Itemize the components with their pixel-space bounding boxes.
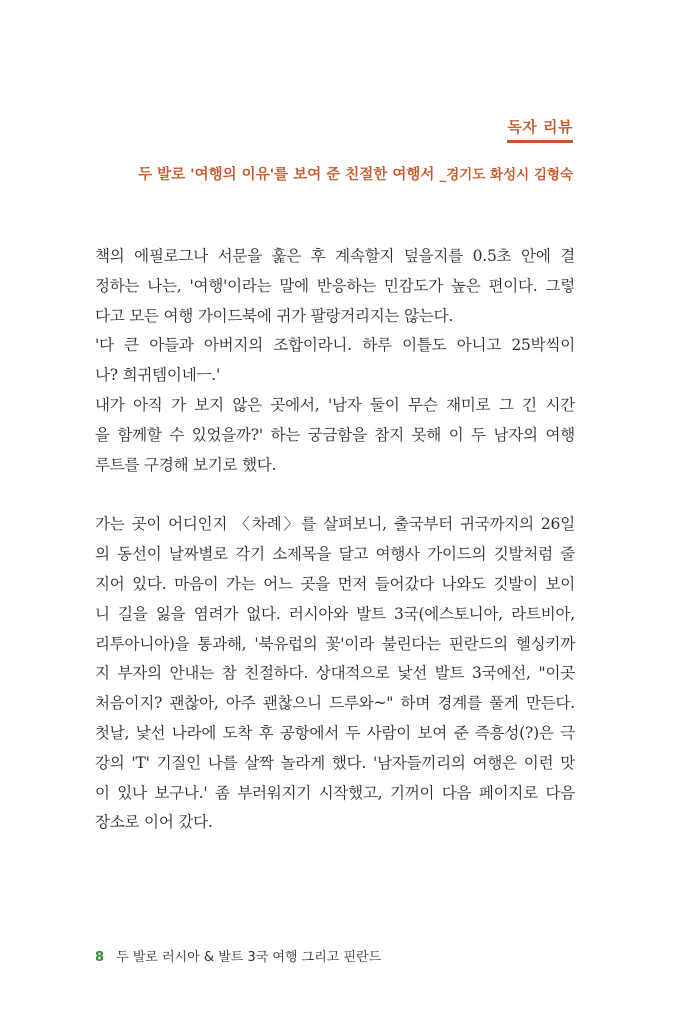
text-line: '다 큰 아들과 아버지의 조합이라니. 하루 이틀도 아니고 25박씩이 bbox=[95, 336, 575, 355]
text-line: 책의 에필로그나 서문을 훑은 후 계속할지 덮을지를 0.5초 안에 결 bbox=[95, 247, 575, 265]
review-subtitle bbox=[138, 163, 573, 184]
text-line: 다고 모든 여행 가이드북에 귀가 팔랑거리지는 않는다. bbox=[95, 306, 454, 325]
text-line: 을 함께할 수 있었을까?' 하는 궁금함을 참지 못해 이 두 남자의 여행 bbox=[95, 425, 575, 444]
text-line: 의 동선이 날짜별로 각기 소제목을 달고 여행사 가이드의 깃발처럼 줄 bbox=[95, 545, 575, 564]
review-body bbox=[95, 242, 575, 838]
review-label: 독자 리뷰 bbox=[507, 116, 573, 143]
text-line: 강의 'T' 기질인 나를 살짝 놀라게 했다. '남자들끼리의 여행은 이런 맛 bbox=[95, 753, 575, 772]
review-byline: _경기도 화성시 김형숙 bbox=[439, 167, 573, 183]
section-header bbox=[507, 116, 573, 143]
paragraph bbox=[95, 510, 575, 838]
paragraph bbox=[95, 391, 575, 480]
text-line: 지어 있다. 마음이 가는 어느 곳을 먼저 들어갔다 나와도 깃발이 보이 bbox=[95, 574, 575, 593]
page-footer bbox=[95, 946, 381, 965]
text-line: 내가 아직 가 보지 않은 곳에서, '남자 둘이 무슨 재미로 그 긴 시간 bbox=[95, 395, 575, 414]
text-line: 이 있나 보구나.' 좀 부러워지기 시작했고, 기꺼이 다음 페이지로 다음 bbox=[95, 783, 575, 802]
text-line: 리투아니아)을 통과해, '북유럽의 꽃'이라 불린다는 핀란드의 헬싱키까 bbox=[95, 634, 575, 653]
text-line: 가는 곳이 어디인지 〈차례〉를 살펴보니, 출국부터 귀국까지의 26일 bbox=[95, 515, 575, 534]
text-line: 니 길을 잃을 염려가 없다. 러시아와 발트 3국(에스토니아, 라트비아, bbox=[95, 604, 575, 623]
text-line: 정하는 나는, '여행'이라는 말에 반응하는 민감도가 높은 편이다. 그렇 bbox=[95, 276, 575, 295]
paragraph bbox=[95, 331, 575, 391]
text-line: 지 부자의 안내는 참 친절하다. 상대적으로 낯선 발트 3국에선, "이곳 bbox=[95, 664, 575, 683]
text-line: 나? 희귀템이네ㅡ.' bbox=[95, 366, 221, 385]
text-line: 루트를 구경해 보기로 했다. bbox=[95, 455, 277, 474]
review-title: 두 발로 '여행의 이유'를 보여 준 친절한 여행서 bbox=[138, 167, 435, 183]
text-line: 장소로 이어 갔다. bbox=[95, 813, 213, 832]
paragraph bbox=[95, 242, 575, 331]
page-number: 8 bbox=[95, 950, 105, 965]
paragraph-gap bbox=[95, 480, 575, 510]
running-title: 두 발로 러시아 & 발트 3국 여행 그리고 핀란드 bbox=[116, 950, 382, 965]
text-line: 첫날, 낯선 나라에 도착 후 공항에서 두 사람이 보여 준 즉흥성(?)은 극 bbox=[95, 723, 575, 742]
text-line: 처음이지? 괜찮아, 아주 괜찮으니 드루와~" 하며 경계를 풀게 만든다. bbox=[95, 694, 575, 713]
